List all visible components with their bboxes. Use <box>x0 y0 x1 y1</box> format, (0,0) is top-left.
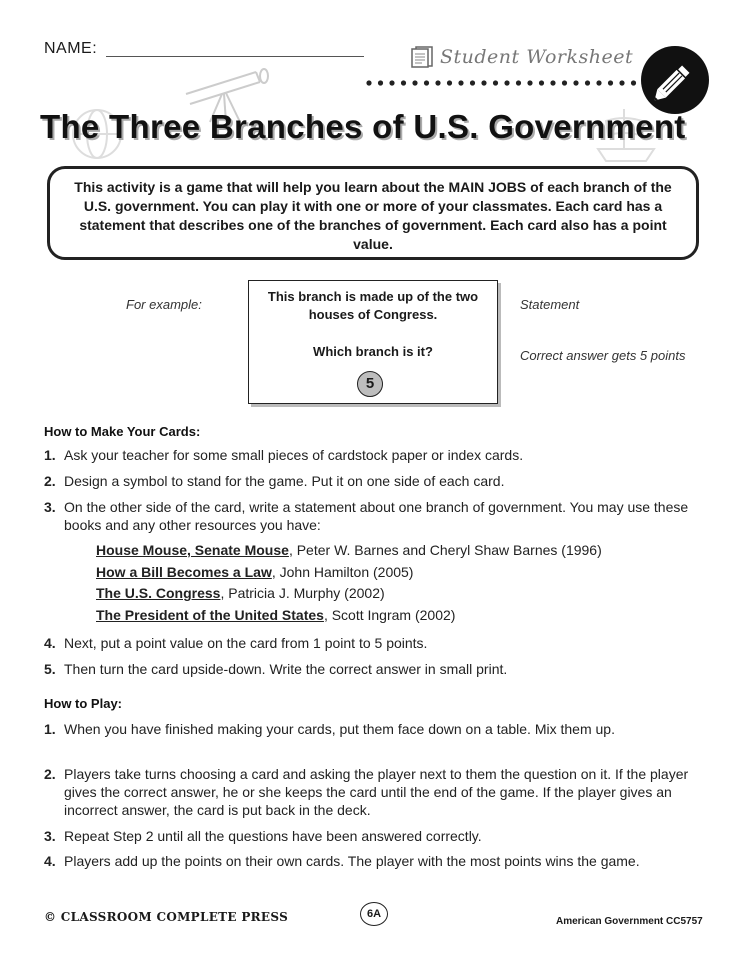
divider-dot <box>562 80 567 85</box>
divider-dot <box>412 80 417 85</box>
step-text: Players take turns choosing a card and asking the player next to them the question on it. If the player gives the correct answer, he or she keeps the card until the end of the game. If the player gives an incorrect answer, the card is put back in the deck. <box>64 766 689 818</box>
step-number: 3. <box>44 499 56 515</box>
play-step-2 <box>44 765 708 819</box>
make-step-2 <box>44 472 714 490</box>
divider-dot <box>470 80 475 85</box>
divider-dot <box>619 80 624 85</box>
intro-box: This activity is a game that will help you learn about the MAIN JOBS of each branch of the U.S. government. You can play it with one or more of your classmates. Each card has a statement that describes one of the branches of government. Each card also has a point value. <box>47 166 699 260</box>
example-card <box>248 280 498 404</box>
page-number: 6A <box>360 902 388 926</box>
step-number: 2. <box>44 766 56 782</box>
divider-dot <box>424 80 429 85</box>
card-points-badge: 5 <box>357 371 383 397</box>
book-details: , John Hamilton (2005) <box>271 564 414 580</box>
step-text: Then turn the card upside-down. Write the correct answer in small print. <box>64 661 508 677</box>
divider-dot <box>608 80 613 85</box>
divider-dot <box>481 80 486 85</box>
divider-dot <box>401 80 406 85</box>
book-title: How a Bill Becomes a Law <box>96 564 272 580</box>
divider-dot <box>585 80 590 85</box>
make-step-5 <box>44 660 714 678</box>
publisher-logo: © CLASSROOM COMPLETE PRESS <box>44 910 289 924</box>
book-item <box>96 541 602 559</box>
product-code: American Government CC5757 <box>556 916 703 927</box>
make-cards-heading: How to Make Your Cards: <box>44 424 201 439</box>
name-label: NAME: <box>44 40 98 57</box>
dotted-divider <box>366 80 646 86</box>
card-question: Which branch is it? <box>313 344 433 359</box>
answer-label: Correct answer gets 5 points <box>520 348 686 363</box>
make-step-4 <box>44 634 714 652</box>
name-line <box>106 56 364 57</box>
step-number: 4. <box>44 635 56 651</box>
divider-dot <box>516 80 521 85</box>
statement-label: Statement <box>520 297 580 312</box>
step-number: 4. <box>44 853 56 869</box>
step-number: 1. <box>44 447 56 463</box>
divider-dot <box>493 80 498 85</box>
step-number: 2. <box>44 473 56 489</box>
play-step-1 <box>44 720 684 756</box>
worksheet-document-icon <box>410 46 434 68</box>
divider-dot <box>550 80 555 85</box>
book-item <box>96 606 455 624</box>
book-item <box>96 584 385 602</box>
step-text: Ask your teacher for some small pieces of cardstock paper or index cards. <box>64 447 524 463</box>
book-title: House Mouse, Senate Mouse <box>96 542 289 558</box>
divider-dot <box>389 80 394 85</box>
divider-dot <box>447 80 452 85</box>
book-item <box>96 563 413 581</box>
divider-dot <box>573 80 578 85</box>
make-step-1 <box>44 446 714 464</box>
divider-dot <box>527 80 532 85</box>
divider-dot <box>539 80 544 85</box>
book-title: The President of the United States <box>96 607 324 623</box>
step-text: Repeat Step 2 until all the questions have been answered correctly. <box>64 828 482 844</box>
divider-dot <box>631 80 636 85</box>
divider-dot <box>504 80 509 85</box>
divider-dot <box>596 80 601 85</box>
book-details: , Peter W. Barnes and Cheryl Shaw Barnes (1996) <box>288 542 602 558</box>
card-statement: This branch is made up of the two houses of Congress. <box>267 289 479 322</box>
book-title: The U.S. Congress <box>96 585 221 601</box>
divider-dot <box>378 80 383 85</box>
worksheet-label: Student Worksheet <box>440 46 634 68</box>
example-label: For example: <box>126 297 202 312</box>
step-number: 3. <box>44 828 56 844</box>
make-step-3 <box>44 498 704 534</box>
page-title: The Three Branches of U.S. Government <box>40 108 686 145</box>
step-number: 5. <box>44 661 56 677</box>
divider-dot <box>458 80 463 85</box>
step-text: Next, put a point value on the card from 1 point to 5 points. <box>64 635 428 651</box>
how-to-play-heading: How to Play: <box>44 696 123 711</box>
divider-dot <box>435 80 440 85</box>
book-details: , Scott Ingram (2002) <box>323 607 456 623</box>
step-text: Design a symbol to stand for the game. Put it on one side of each card. <box>64 473 505 489</box>
play-step-4 <box>44 852 708 888</box>
book-details: , Patricia J. Murphy (2002) <box>220 585 385 601</box>
step-number: 1. <box>44 721 56 737</box>
divider-dot <box>366 80 371 85</box>
step-text: When you have finished making your cards, put them face down on a table. Mix them up. <box>64 721 615 737</box>
step-text: Players add up the points on their own cards. The player with the most points wins the game. <box>64 853 640 869</box>
step-text: On the other side of the card, write a statement about one branch of government. You may use these books and any other resources you have: <box>64 499 689 533</box>
play-step-3 <box>44 827 708 845</box>
